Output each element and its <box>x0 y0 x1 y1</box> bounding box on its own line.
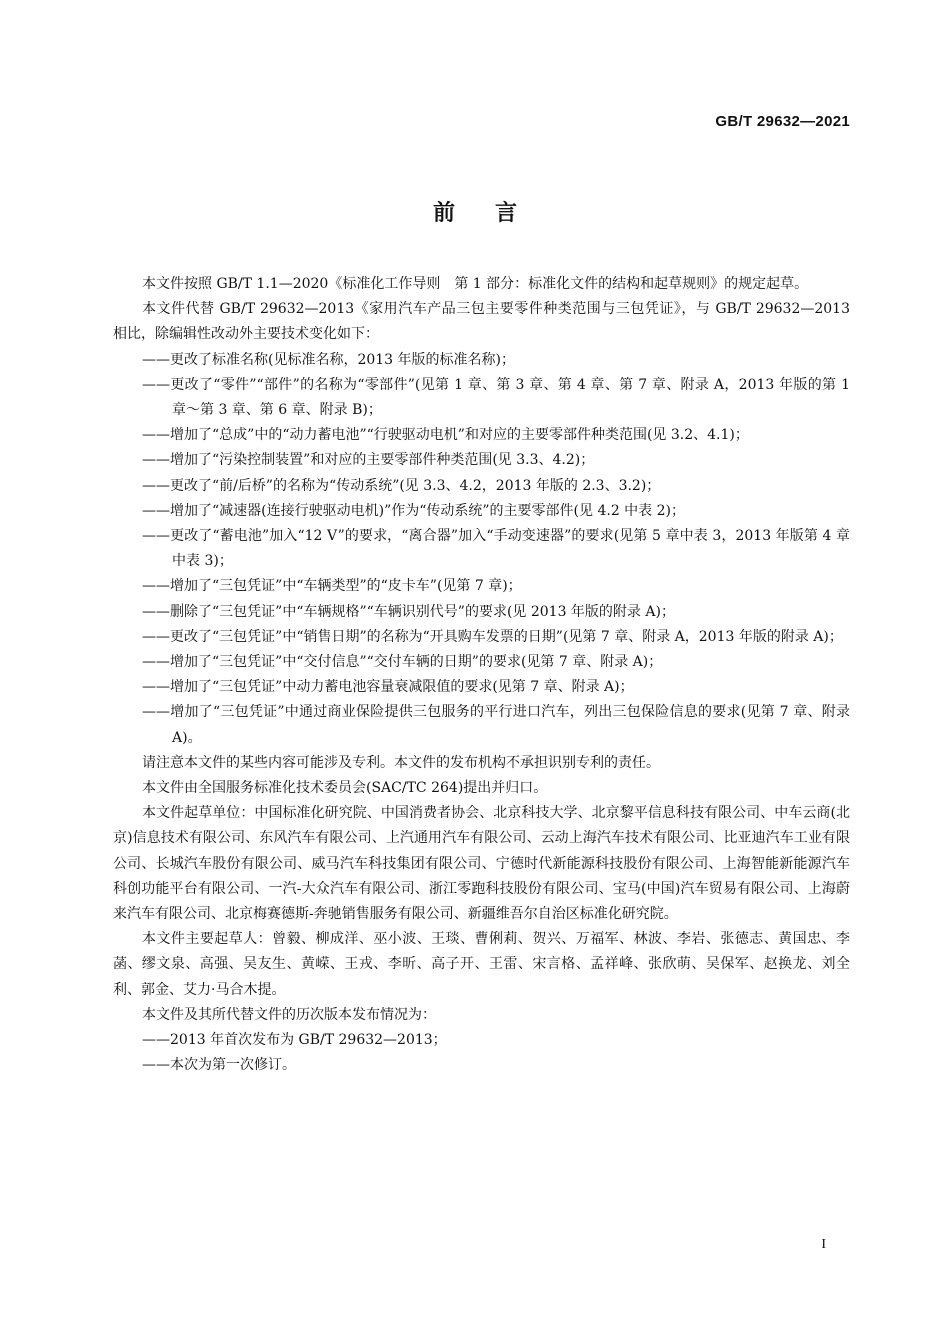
paragraph-drafting-rules: 本文件按照 GB/T 1.1—2020《标准化工作导则 第 1 部分：标准化文件的结构和起草规则》的规定起草。 <box>142 276 809 292</box>
change-item: ——更改了“蓄电池”加入“12 V”的要求，“离合器”加入“手动变速器”的要求(见第 5 章中表 3，2013 年版第 4 章中表 3)； <box>142 528 850 570</box>
standard-code: GB/T 29632—2021 <box>715 113 850 130</box>
document-body <box>113 272 850 1079</box>
change-item: ——增加了“三包凭证”中“交付信息”“交付车辆的日期”的要求(见第 7 章、附录 A)； <box>142 654 663 671</box>
paragraph-proposer: 本文件由全国服务标准化技术委员会(SAC/TC 264)提出并归口。 <box>142 780 548 797</box>
paragraph-drafting-units: 本文件起草单位：中国标准化研究院、中国消费者协会、北京科技大学、北京黎平信息科技有限公司、中车云商(北京)信息技术有限公司、东风汽车有限公司、上汽通用汽车有限公司、云动上海汽车技术有限公司、比亚迪汽车工业有限公司、长城汽车股份有限公司、威马汽车科技集团有限公司、宁德时代新能源科技股份有限公司、上海智能新能源汽车科创功能平台有限公司、一汽-大众汽车有限公司、浙江零跑科技股份有限公司、宝马(中国)汽车贸易有限公司、上海蔚来汽车有限公司、北京梅赛德斯-奔驰销售服务有限公司、新疆维吾尔自治区标准化研究院。 <box>113 805 850 923</box>
change-item: ——增加了“三包凭证”中“车辆类型”的“皮卡车”(见第 7 章)； <box>142 578 522 595</box>
change-item: ——更改了标准名称(见标准名称，2013 年版的标准名称)； <box>142 351 516 368</box>
change-item: ——删除了“三包凭证”中“车辆规格”“车辆识别代号”的要求(见 2013 年版的附录 A)； <box>142 603 675 620</box>
change-item: ——更改了“三包凭证”中“销售日期”的名称为“开具购车发票的日期”(见第 7 章、附录 A，2013 年版的附录 A)； <box>142 628 843 645</box>
change-item: ——增加了“三包凭证”中动力蓄电池容量衰减限值的要求(见第 7 章、附录 A)； <box>142 679 634 696</box>
history-item: ——2013 年首次发布为 GB/T 29632—2013； <box>142 1032 447 1049</box>
page-number: I <box>821 1237 826 1252</box>
history-item: ——本次为第一次修订。 <box>142 1057 296 1074</box>
paragraph-patent-notice: 请注意本文件的某些内容可能涉及专利。本文件的发布机构不承担识别专利的责任。 <box>142 754 660 771</box>
change-item: ——增加了“减速器(连接行驶驱动电机)”作为“传动系统”的主要零部件(见 4.2 中表 2)； <box>142 502 685 519</box>
page-title: 前言 <box>432 201 557 226</box>
change-item: ——增加了“污染控制装置”和对应的主要零部件种类范围(见 3.3、4.2)； <box>142 452 595 469</box>
change-item: ——更改了“零件”“部件”的名称为“零部件”(见第 1 章、第 3 章、第 4 章、第 7 章、附录 A，2013 年版的第 1 章～第 3 章、第 6 章、附录 B)； <box>142 376 850 419</box>
paragraph-history-intro: 本文件及其所代替文件的历次版本发布情况为： <box>142 1006 436 1023</box>
paragraph-drafters: 本文件主要起草人：曾毅、柳成洋、巫小波、王琰、曹俐莉、贺兴、万福军、林波、李岩、张德志、黄国忠、李菡、缪文泉、高强、吴友生、黄嵘、王戎、李昕、高子开、王雷、宋言格、孟祥峰、张欣萌、吴保军、赵换龙、刘全利、郭金、艾力·马合木提。 <box>113 931 850 998</box>
paragraph-replaces: 本文件代替 GB/T 29632—2013《家用汽车产品三包主要零件种类范围与三包凭证》，与 GB/T 29632—2013 相比，除编辑性改动外主要技术变化如下： <box>113 301 850 343</box>
change-item: ——更改了“前/后桥”的名称为“传动系统”(见 3.3、4.2，2013 年版的 2.3、3.2)； <box>142 477 661 494</box>
change-item: ——增加了“三包凭证”中通过商业保险提供三包服务的平行进口汽车，列出三包保险信息的要求(见第 7 章、附录 A)。 <box>142 704 850 746</box>
change-item: ——增加了“总成”中的“动力蓄电池”“行驶驱动电机”和对应的主要零部件种类范围(见 3.2、4.1)； <box>142 427 749 444</box>
